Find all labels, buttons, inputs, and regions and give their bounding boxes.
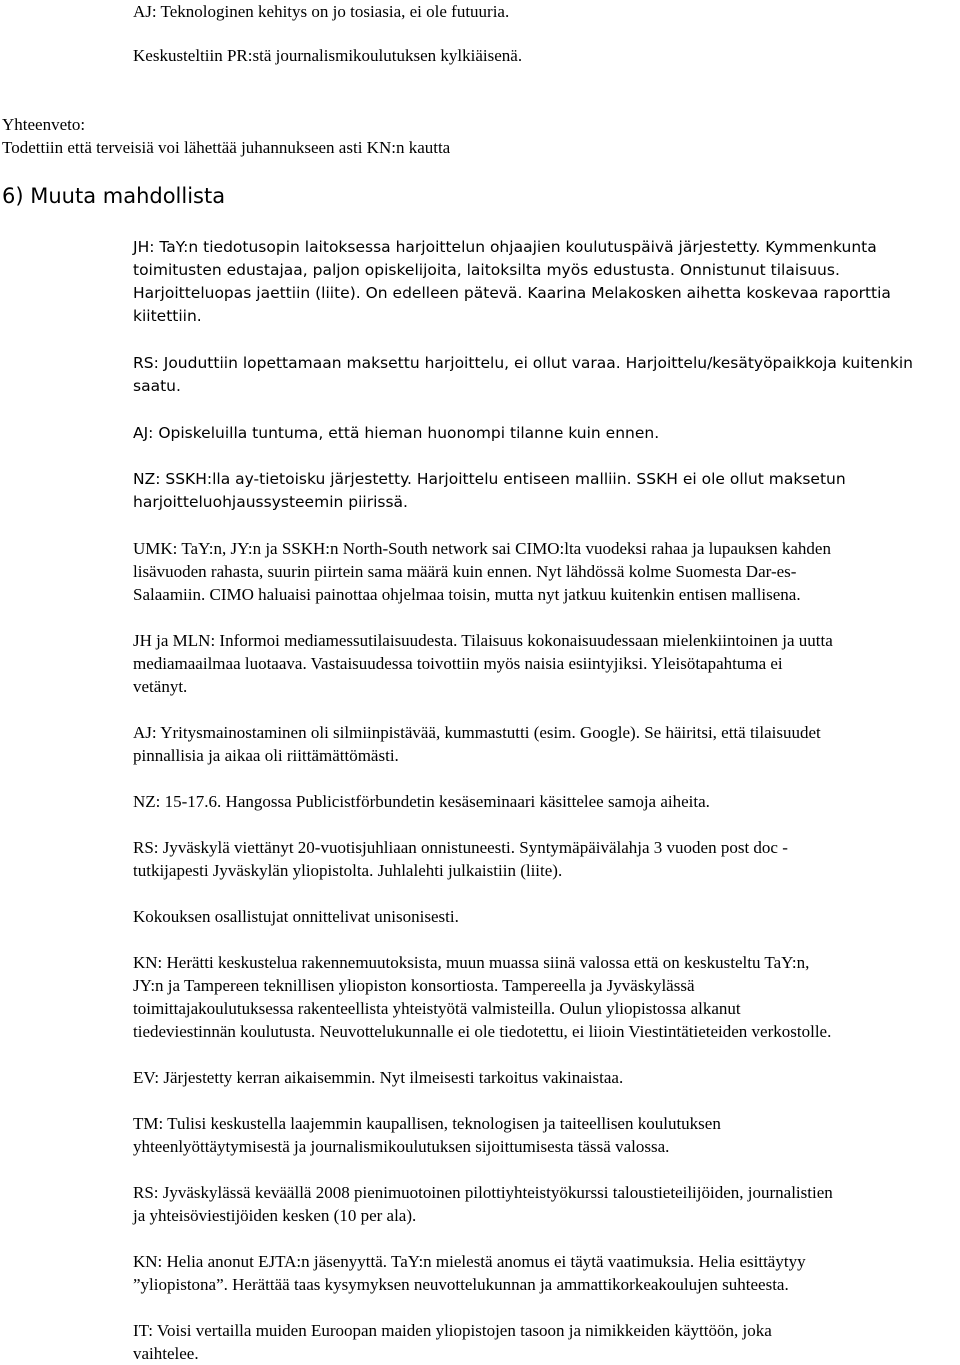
paragraph-kn-structural [133,951,831,1043]
paragraph-line: RS: Jouduttiin lopettamaan maksettu harjoittelu, ei ollut varaa. Harjoittelu/kesätyöpaikkoja kuitenkin [133,354,913,372]
paragraph-line: UMK: TaY:n, JY:n ja SSKH:n North-South network sai CIMO:lta vuodeksi rahaa ja lupauksen kahden [133,539,831,558]
paragraph-it [133,1319,772,1365]
paragraph-rs-jyvaskyla [133,836,788,882]
paragraph-line: JH ja MLN: Informoi mediamessutilaisuudesta. Tilaisuus kokonaisuudessaan mielenkiintoinen ja uutta [133,631,833,650]
paragraph-line: toimittajakoulutuksessa rakenteellista yhteistyötä valmisteilla. Oulun yliopistossa alkanut [133,999,741,1018]
paragraph-jh-mln [133,629,833,698]
paragraph-line: IT: Voisi vertailla muiden Euroopan maiden yliopistojen tasoon ja nimikkeiden käyttöön, joka [133,1321,772,1340]
paragraph-line: KN: Herätti keskustelua rakennemuutoksista, muun muassa siinä valossa että on keskusteltu TaY:n, [133,953,810,972]
paragraph-rs-pilot [133,1181,833,1227]
paragraph-aj-advertising [133,721,821,767]
paragraph-line: tiedeviestinnän koulutusta. Neuvottelukunnalle ei ole tiedotettu, ei liioin Viestintätieteiden verkostolle. [133,1022,832,1041]
paragraph-tm [133,1112,721,1158]
paragraph-line: TM: Tulisi keskustella laajemmin kaupallisen, teknologisen ja taiteellisen koulutuksen [133,1114,721,1133]
paragraph-line: lisävuoden rahasta, suurin piirtein sama määrä kuin ennen. Nyt lähdössä kolme Suomesta Dar-es- [133,562,797,581]
paragraph-line: vaihtelee. [133,1344,199,1363]
paragraph-line: Salaamiin. CIMO haluaisi painottaa ohjelmaa toisin, mutta nyt jatkuu kuitenkin entisen mallisena. [133,585,801,604]
paragraph-jh [133,236,891,328]
paragraph-line: vetänyt. [133,677,188,696]
paragraph-line: ja yhteisöviestijöiden kesken (10 per ala). [133,1206,417,1225]
paragraph-line: harjoitteluohjaussysteemin piirissä. [133,493,408,511]
paragraph-line: JY:n ja Tampereen teknillisen yliopiston konsortiosta. Tampereella ja Jyväskylässä [133,976,695,995]
section-heading: 6) Muuta mahdollista [2,184,226,208]
paragraph-line: AJ: Yritysmainostaminen oli silmiinpistävää, kummastutti (esim. Google). Se häiritsi, että tilaisuudet [133,723,821,742]
paragraph-nz-seminar [133,790,710,813]
paragraph-line: pinnallisia ja aikaa oli riittämättömästi. [133,746,399,765]
paragraph-rs [133,352,913,398]
paragraph-line: NZ: SSKH:lla ay-tietoisku järjestetty. Harjoittelu entiseen malliin. SSKH ei ole ollut maksetun [133,470,846,488]
paragraph-aj-technology: AJ: Teknologinen kehitys on jo tosiasia, ei ole futuuria. [133,2,510,21]
paragraph-line: tutkijapesti Jyväskylän yliopistolta. Juhlalehti julkaistiin (liite). [133,861,563,880]
paragraph-line: Harjoitteluopas jaettiin (liite). On edelleen pätevä. Kaarina Melakosken aihetta koskevaa raporttia [133,284,891,302]
paragraph-line: RS: Jyväskylä viettänyt 20-vuotisjuhliaan onnistuneesti. Syntymäpäivälahja 3 vuoden post doc - [133,838,788,857]
paragraph-line: JH: TaY:n tiedotusopin laitoksessa harjoittelun ohjaajien koulutuspäivä järjestetty. Kymmenkunta [133,238,877,256]
paragraph-umk [133,537,831,606]
paragraph-nz [133,468,846,514]
paragraph-line: ”yliopistona”. Herättää taas kysymyksen neuvottelukunnan ja ammattikorkeakoulujen suhteesta. [133,1275,789,1294]
paragraph-kn-helia [133,1250,806,1296]
paragraph-line: kiitettiin. [133,307,202,325]
paragraph-line: AJ: Opiskeluilla tuntuma, että hieman huonompi tilanne kuin ennen. [133,424,660,442]
paragraph-line: saatu. [133,377,181,395]
summary-label: Yhteenveto: [2,115,86,134]
paragraph-line: RS: Jyväskylässä keväällä 2008 pienimuotoinen pilottiyhteistyökurssi taloustieteilijöiden, journalistien [133,1183,833,1202]
paragraph-line: NZ: 15-17.6. Hangossa Publicistförbundetin kesäseminaari käsittelee samoja aiheita. [133,792,710,811]
paragraph-line: yhteenlyöttäytymisestä ja journalismikoulutuksen sijoittumisesta tässä valossa. [133,1137,670,1156]
summary-text: Todettiin että terveisiä voi lähettää juhannukseen asti KN:n kautta [2,138,451,157]
paragraph-line: mediamaailmaa luotaava. Vastaisuudessa toivottiin myös naisia esiintyjiksi. Yleisötapahtuma ei [133,654,783,673]
paragraph-line: KN: Helia anonut EJTA:n jäsenyyttä. TaY:n mielestä anomus ei täytä vaatimuksia. Helia esittäytyy [133,1252,806,1271]
paragraph-line: Kokouksen osallistujat onnittelivat unisonisesti. [133,907,459,926]
paragraph-aj [133,422,659,445]
paragraph-pr-discussion: Keskusteltiin PR:stä journalismikoulutuksen kylkiäisenä. [133,46,523,65]
paragraph-kokous [133,905,459,928]
paragraph-ev [133,1066,623,1089]
paragraph-line: EV: Järjestetty kerran aikaisemmin. Nyt ilmeisesti tarkoitus vakinaistaa. [133,1068,624,1087]
paragraph-line: toimitusten edustajaa, paljon opiskelijoita, laitoksilta myös edustusta. Onnistunut tilaisuus. [133,261,840,279]
